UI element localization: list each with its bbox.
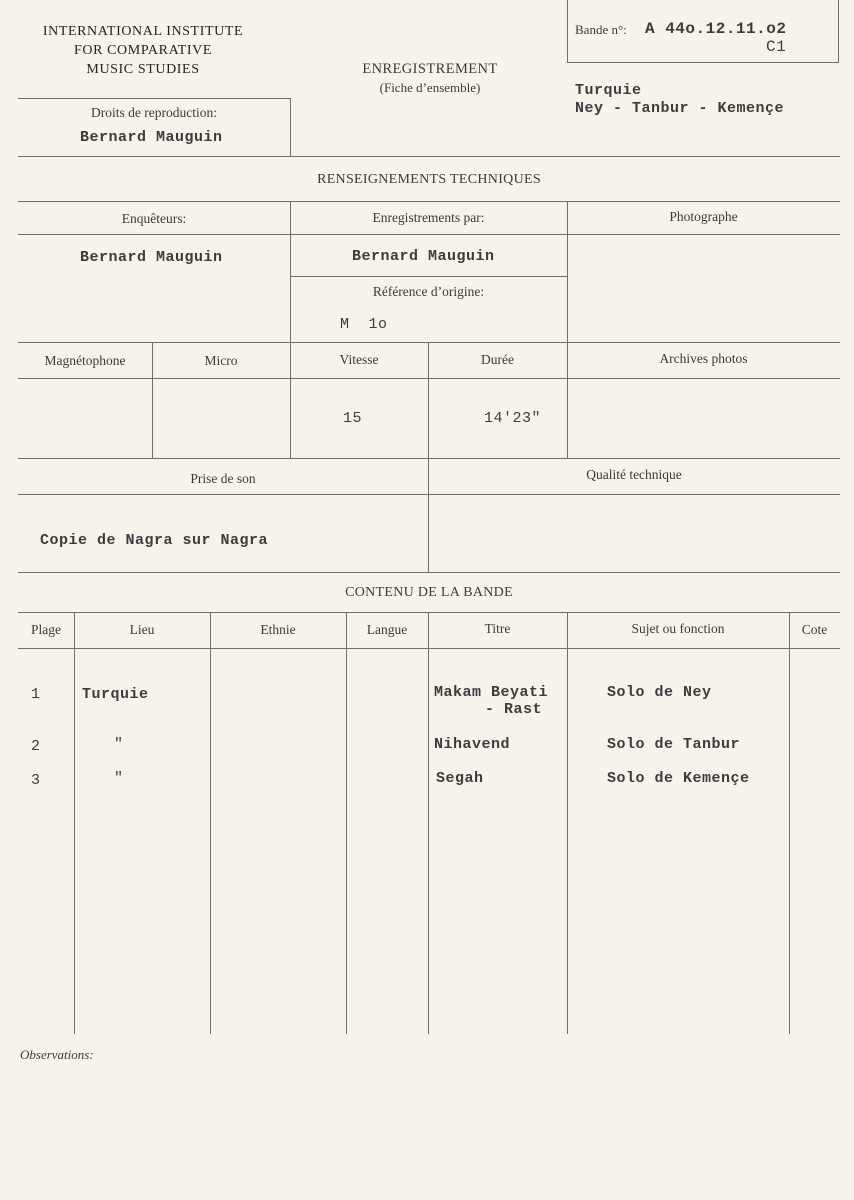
row-titre: Nihavend xyxy=(434,736,511,753)
photographe-label: Photographe xyxy=(669,209,738,224)
vitesse-value: 15 xyxy=(343,410,363,427)
enregistrements-value: Bernard Mauguin xyxy=(352,248,495,265)
enqueteurs-label: Enquêteurs: xyxy=(121,211,187,226)
row-titre: Segah xyxy=(436,770,484,787)
archives-label: Archives photos xyxy=(659,351,748,366)
observations-label: Observations: xyxy=(20,1047,94,1062)
row-plage: 3 xyxy=(31,772,41,789)
header-langue: Langue xyxy=(366,622,408,637)
institute-line-1: INTERNATIONAL INSTITUTE xyxy=(42,24,244,39)
prise-label: Prise de son xyxy=(190,471,256,486)
bande-number: A 44o.12.11.o2 xyxy=(645,20,787,38)
institute-name xyxy=(18,22,268,79)
form-subtitle: (Fiche d’ensemble) xyxy=(379,80,481,95)
row-sujet: Solo de Kemençe xyxy=(607,770,750,787)
droits-label: Droits de reproduction: xyxy=(91,105,217,120)
row-titre-cont: - Rast xyxy=(485,701,543,718)
prise-value: Copie de Nagra sur Nagra xyxy=(40,532,269,549)
row-lieu: Turquie xyxy=(82,686,149,703)
row-lieu: " xyxy=(114,770,124,787)
bande-suffix: C1 xyxy=(766,38,787,56)
row-titre: Makam Beyati xyxy=(434,684,549,701)
region-instruments: Ney - Tanbur - Kemençe xyxy=(575,100,785,117)
duree-label: Durée xyxy=(481,352,514,367)
header-lieu: Lieu xyxy=(129,622,155,637)
bande-label: Bande n°: xyxy=(575,22,627,37)
magnetophone-label: Magnétophone xyxy=(44,353,126,368)
header-titre: Titre xyxy=(484,621,511,636)
section-technical: RENSEIGNEMENTS TECHNIQUES xyxy=(317,172,541,187)
droits-value: Bernard Mauguin xyxy=(80,129,223,146)
header-ethnie: Ethnie xyxy=(260,622,296,637)
header-cote: Cote xyxy=(801,622,828,637)
row-lieu: " xyxy=(114,736,124,753)
row-plage: 2 xyxy=(31,738,41,755)
institute-line-3: MUSIC STUDIES xyxy=(86,62,200,77)
row-sujet: Solo de Ney xyxy=(607,684,712,701)
enqueteurs-value: Bernard Mauguin xyxy=(80,249,223,266)
header-sujet: Sujet ou fonction xyxy=(631,621,725,636)
reference-label: Référence d’origine: xyxy=(372,284,485,299)
enregistrements-label: Enregistrements par: xyxy=(372,210,485,225)
qualite-label: Qualité technique xyxy=(586,467,682,482)
section-content: CONTENU DE LA BANDE xyxy=(345,585,513,600)
duree-value: 14'23" xyxy=(484,410,542,427)
region-country: Turquie xyxy=(575,82,642,99)
reference-value: M 1o xyxy=(340,316,388,333)
row-plage: 1 xyxy=(31,686,41,703)
institute-line-2: FOR COMPARATIVE xyxy=(73,43,212,58)
micro-label: Micro xyxy=(204,353,238,368)
form-title: ENREGISTREMENT xyxy=(362,61,498,77)
vitesse-label: Vitesse xyxy=(339,352,379,367)
header-plage: Plage xyxy=(31,622,61,637)
row-sujet: Solo de Tanbur xyxy=(607,736,741,753)
